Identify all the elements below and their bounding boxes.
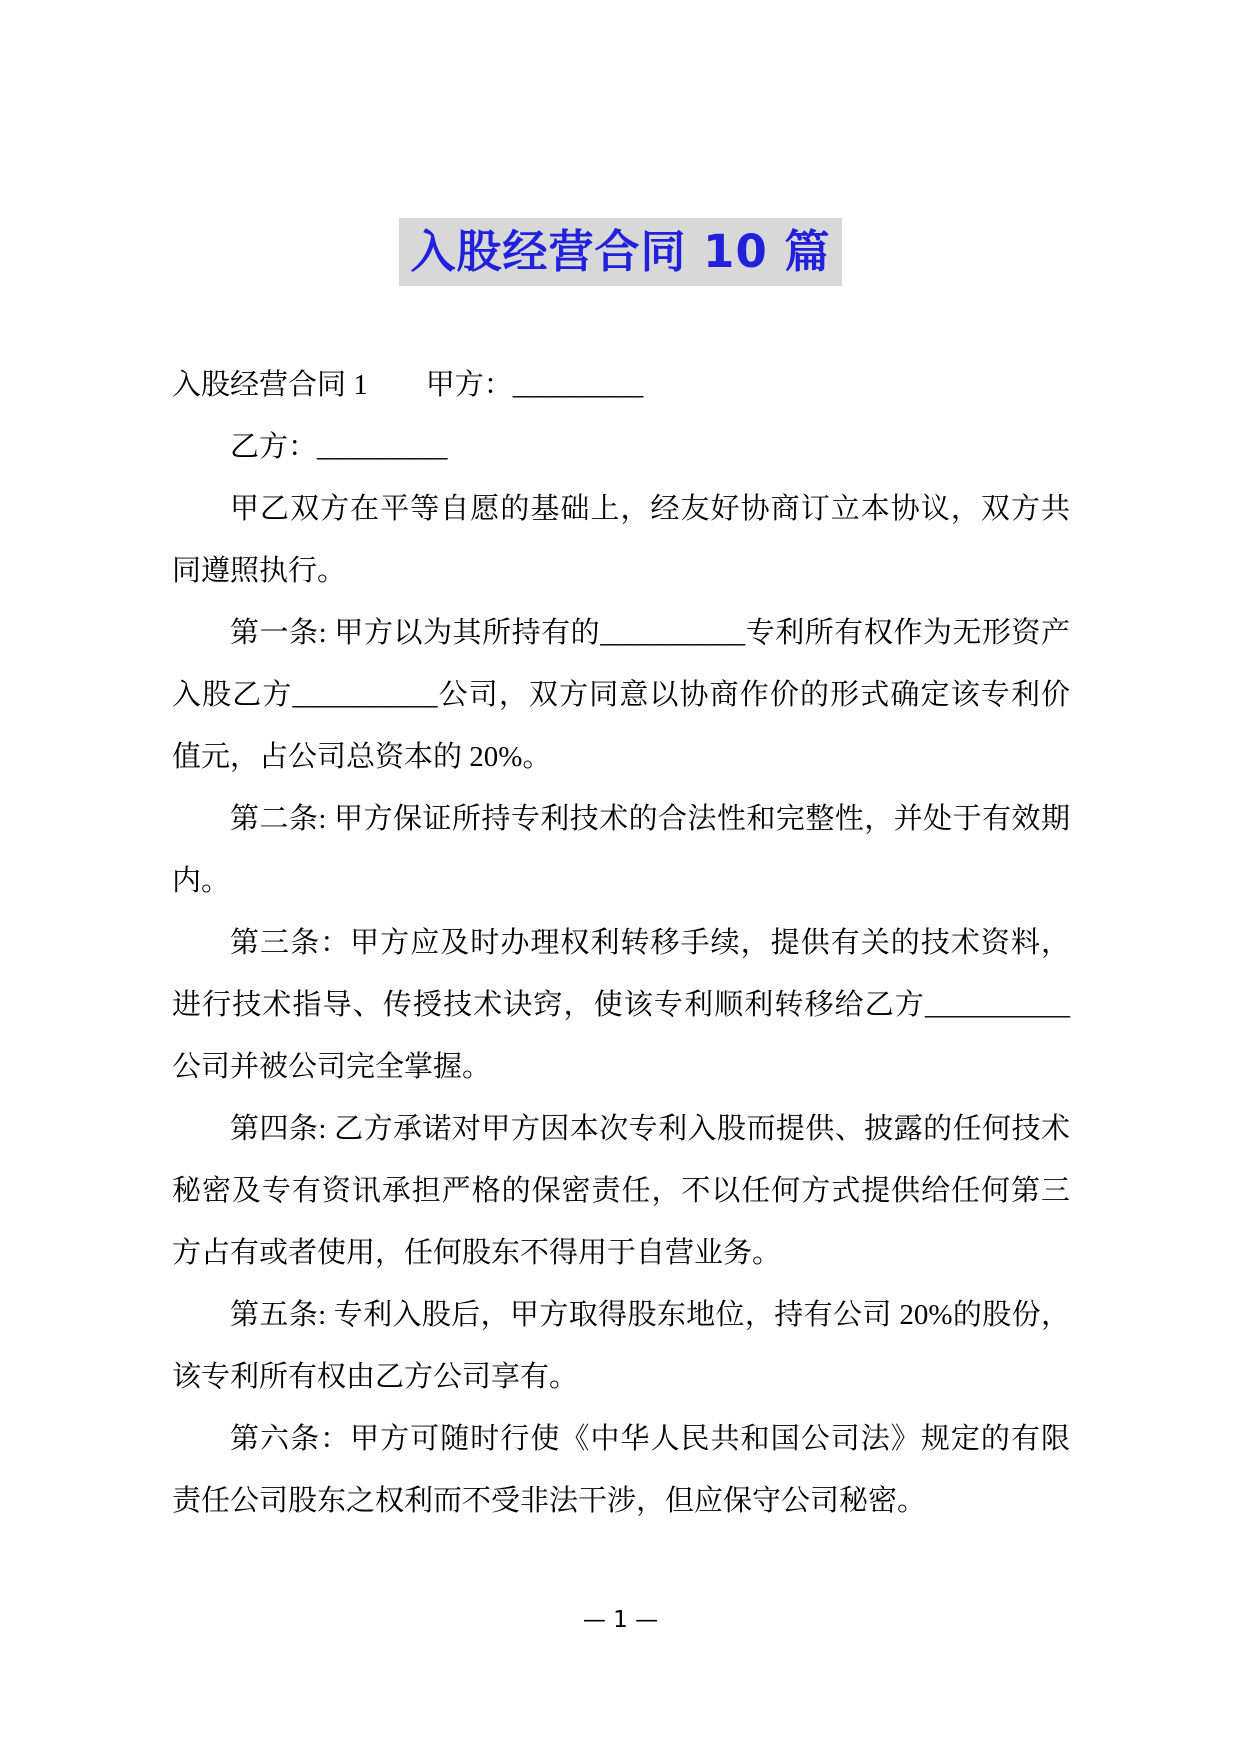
paragraph: 第四条: 乙方承诺对甲方因本次专利入股而提供、披露的任何技术秘密及专有资讯承担严格的保密责任，不以任何方式提供给任何第三方占有或者使用，任何股东不得用于自营业务。 (172, 1113, 1070, 1269)
paragraph: 第一条: 甲方以为其所持有的__________专利所有权作为无形资产入股乙方__________公司，双方同意以协商作价的形式确定该专利价值元，占公司总资本的 20%。 (172, 617, 1070, 773)
paragraph: 第二条: 甲方保证所持专利技术的合法性和完整性，并处于有效期内。 (172, 803, 1070, 897)
paragraph: 乙方：_________ (230, 431, 448, 463)
paragraph: 入股经营合同 1 甲方：_________ (172, 369, 644, 401)
paragraph: 第三条：甲方应及时办理权利转移手续，提供有关的技术资料，进行技术指导、传授技术诀窍，使该专利顺利转移给乙方__________公司并被公司完全掌握。 (172, 927, 1070, 1083)
paragraph: 甲乙双方在平等自愿的基础上，经友好协商订立本协议，双方共同遵照执行。 (172, 493, 1070, 587)
paragraph: 第五条: 专利入股后，甲方取得股东地位，持有公司 20%的股份，该专利所有权由乙方公司享有。 (172, 1299, 1070, 1393)
page-number: — 1 — (582, 1607, 659, 1633)
document-body (172, 354, 1070, 1532)
paragraph: 第六条：甲方可随时行使《中华人民共和国公司法》规定的有限责任公司股东之权利而不受非法干涉，但应保守公司秘密。 (172, 1423, 1070, 1517)
document-title: 入股经营合同 10 篇 (399, 218, 843, 286)
title-row (0, 218, 1241, 286)
